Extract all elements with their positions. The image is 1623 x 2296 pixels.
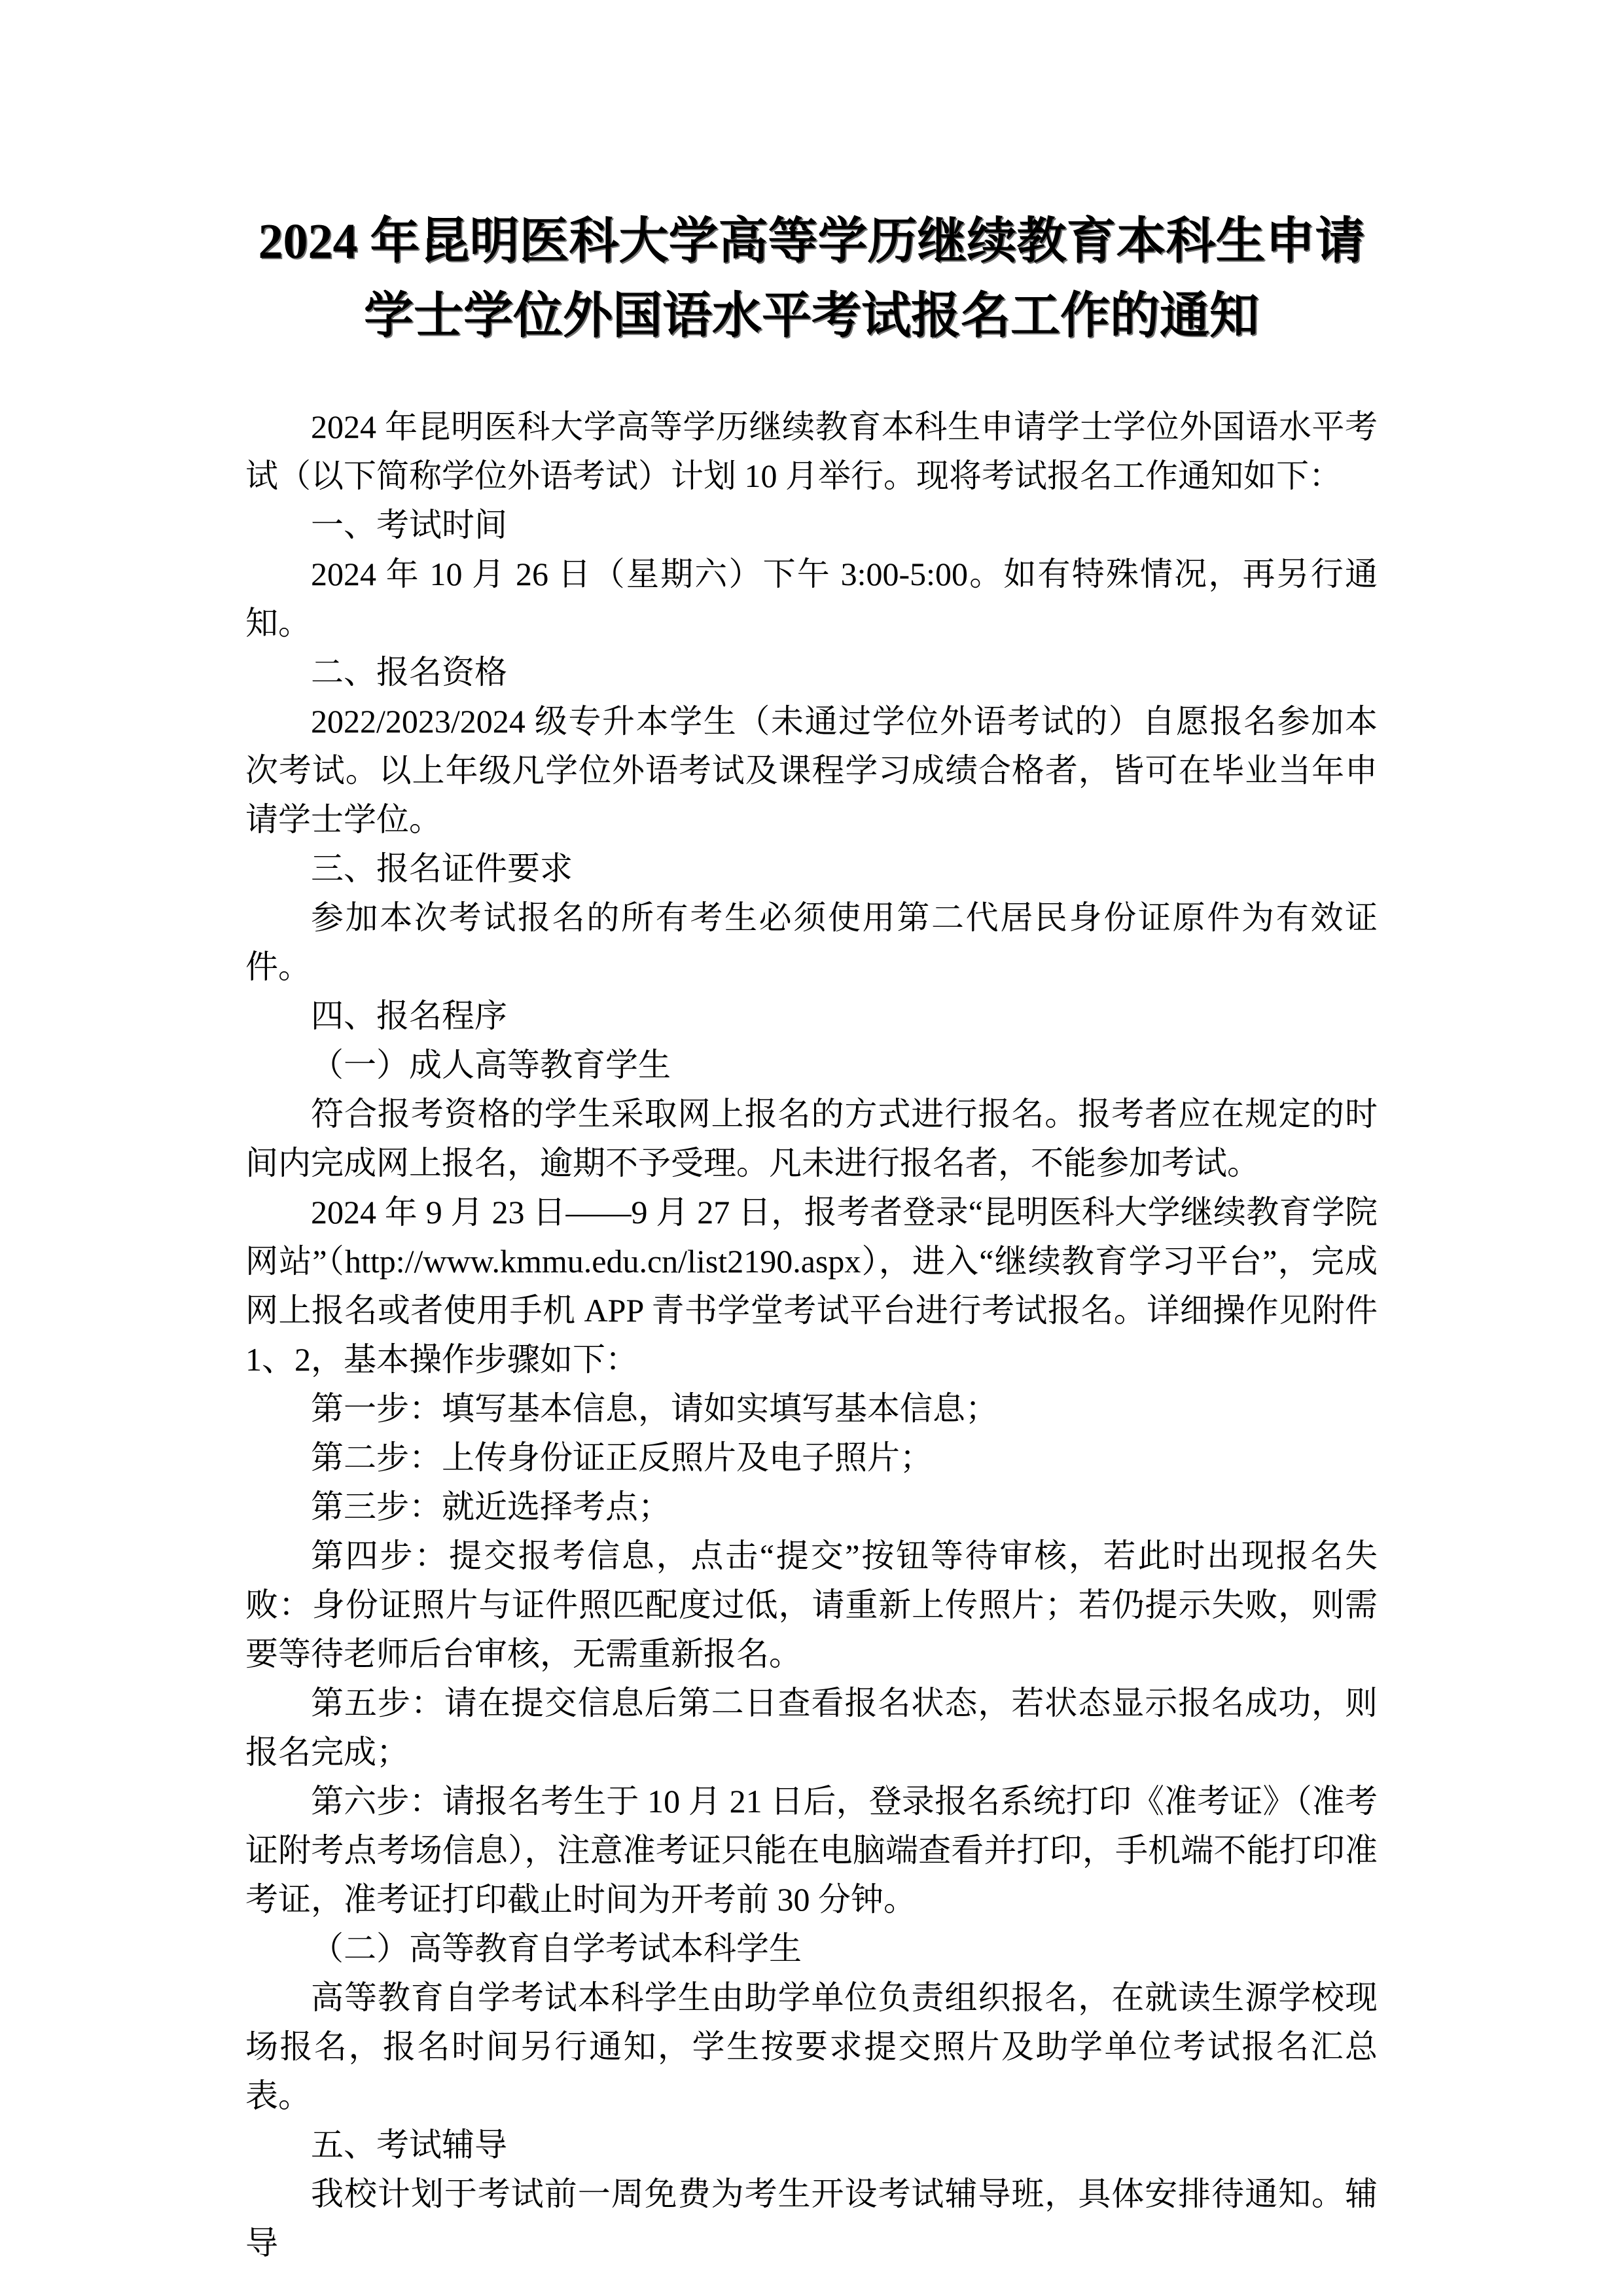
document-content: [245, 204, 1378, 2268]
step-1-paragraph: 第一步：填写基本信息，请如实填写基本信息；: [311, 1390, 998, 1427]
exam-time-paragraph: 2024 年 10 月 26 日（星期六）下午 3:00-5:00。如有特殊情况，再另行通知。: [245, 556, 1378, 641]
subsection-1-heading: （一）成人高等教育学生: [311, 1047, 671, 1083]
step-4-paragraph: 第四步：提交报考信息，点击“提交”按钮等待审核，若此时出现报名失败：身份证照片与证件照匹配度过低，请重新上传照片；若仍提示失败，则需要等待老师后台审核，无需重新报名。: [245, 1537, 1378, 1672]
registration-period-paragraph: 2024 年 9 月 23 日——9 月 27 日，报考者登录“昆明医科大学继续教育学院网站”（http://www.kmmu.edu.cn/list2190.aspx），进入“继续教育学习平台”，完成网上报名或者使用手机 APP 青书学堂考试平台进行考试报名。详细操作见附件 1、2，基本操作步骤如下：: [245, 1194, 1378, 1378]
section-4-heading: 四、报名程序: [311, 997, 507, 1034]
eligibility-paragraph: 2022/2023/2024 级专升本学生（未通过学位外语考试的）自愿报名参加本次考试。以上年级凡学位外语考试及课程学习成绩合格者，皆可在毕业当年申请学士学位。: [245, 703, 1378, 838]
step-6-paragraph: 第六步：请报名考生于 10 月 21 日后，登录报名系统打印《准考证》（准考证附考点考场信息），注意准考证只能在电脑端查看并打印，手机端不能打印准考证，准考证打印截止时间为开考前 30 分钟。: [245, 1783, 1378, 1918]
subsection-2-heading: （二）高等教育自学考试本科学生: [311, 1930, 802, 1967]
document-title-line-2: 学士学位外国语水平考试报名工作的通知: [364, 289, 1259, 344]
section-5-heading: 五、考试辅导: [311, 2126, 507, 2163]
step-5-paragraph: 第五步：请在提交信息后第二日查看报名状态，若状态显示报名成功，则报名完成；: [245, 1685, 1378, 1770]
intro-paragraph: 2024 年昆明医科大学高等学历继续教育本科生申请学士学位外国语水平考试（以下简称学位外语考试）计划 10 月举行。现将考试报名工作通知如下：: [245, 408, 1378, 494]
step-2-paragraph: 第二步：上传身份证正反照片及电子照片；: [311, 1439, 933, 1476]
section-3-heading: 三、报名证件要求: [311, 850, 573, 887]
document-body: [245, 403, 1378, 2268]
document-title: [245, 204, 1378, 353]
section-1-heading: 一、考试时间: [311, 507, 507, 543]
id-requirement-paragraph: 参加本次考试报名的所有考生必须使用第二代居民身份证原件为有效证件。: [245, 899, 1378, 985]
step-3-paragraph: 第三步：就近选择考点；: [311, 1488, 671, 1525]
document-title-line-1: 2024 年昆明医科大学高等学历继续教育本科生申请: [258, 214, 1365, 269]
self-study-paragraph: 高等教育自学考试本科学生由助学单位负责组织报名，在就读生源学校现场报名，报名时间另行通知，学生按要求提交照片及助学单位考试报名汇总表。: [245, 1979, 1378, 2114]
section-2-heading: 二、报名资格: [311, 654, 507, 691]
online-registration-paragraph: 符合报考资格的学生采取网上报名的方式进行报名。报考者应在规定的时间内完成网上报名，逾期不予受理。凡未进行报名者，不能参加考试。: [245, 1096, 1378, 1181]
tutoring-paragraph: 我校计划于考试前一周免费为考生开设考试辅导班，具体安排待通知。辅导: [245, 2176, 1378, 2261]
